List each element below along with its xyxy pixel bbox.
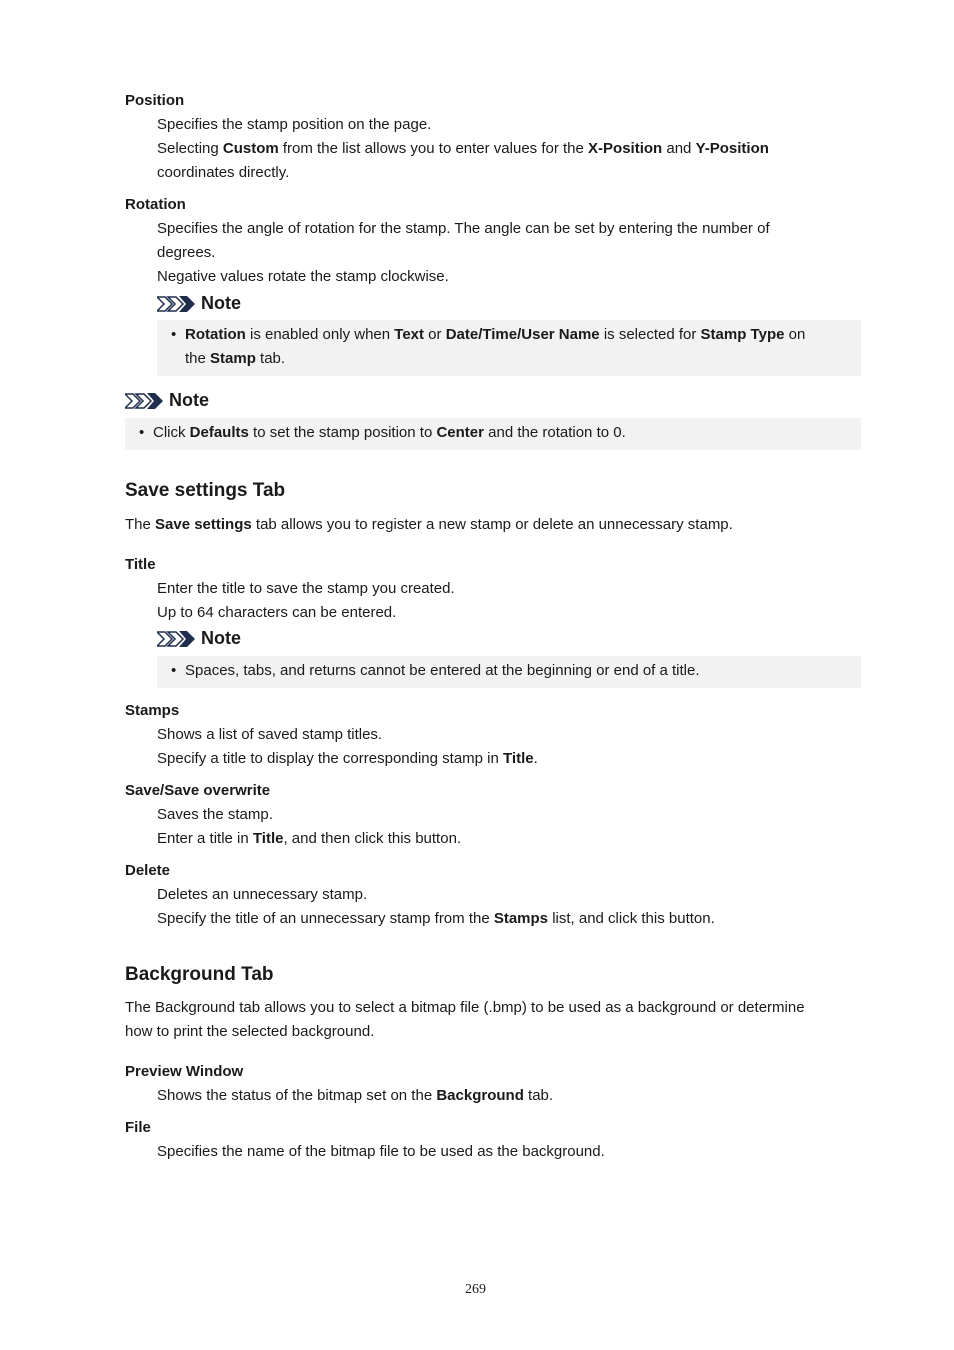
rotation-desc-2: degrees. [157,244,216,261]
note-chevrons-icon [125,392,163,410]
title-note-box [157,656,861,688]
title-desc-1: Enter the title to save the stamp you created. [157,580,455,597]
save-desc-1: Saves the stamp. [157,806,273,823]
file-term: File [125,1119,151,1136]
note-title: Note [201,293,241,313]
position-desc-3: coordinates directly. [157,164,290,181]
title-term: Title [125,556,156,573]
background-intro-2: how to print the selected background. [125,1023,375,1040]
position-term: Position [125,92,185,109]
rotation-note-line-2: the Stamp tab. [185,350,286,367]
rotation-note-box [157,320,861,376]
position-desc-2: Selecting Custom from the list allows you to enter values for the X-Position and Y-Position [157,140,769,157]
rotation-desc-1: Specifies the angle of rotation for the stamp. The angle can be set by entering the number of [157,220,770,237]
save-settings-heading: Save settings Tab [125,480,286,501]
save-overwrite-term: Save/Save overwrite [125,782,271,799]
defaults-note-box [125,418,861,450]
title-desc-2: Up to 64 characters can be entered. [157,604,397,621]
note-title: Note [169,390,209,410]
bullet: • [171,326,177,343]
background-intro-1: The Background tab allows you to select a bitmap file (.bmp) to be used as a background or determine [125,999,805,1016]
rotation-note-line-1: Rotation is enabled only when Text or Date/Time/User Name is selected for Stamp Type on [185,326,806,343]
title-note-heading [157,628,241,649]
stamps-desc-1: Shows a list of saved stamp titles. [157,726,383,743]
note-chevrons-icon [157,295,195,313]
stamps-desc-2: Specify a title to display the corresponding stamp in Title. [157,750,538,767]
rotation-note-heading [157,293,241,314]
title-note-line: Spaces, tabs, and returns cannot be entered at the beginning or end of a title. [185,662,700,679]
preview-window-term: Preview Window [125,1063,244,1080]
delete-desc-1: Deletes an unnecessary stamp. [157,886,368,903]
stamps-term: Stamps [125,702,180,719]
bullet: • [139,424,145,441]
delete-desc-2: Specify the title of an unnecessary stamp from the Stamps list, and click this button. [157,910,715,927]
note-title: Note [201,628,241,648]
rotation-desc-3: Negative values rotate the stamp clockwise. [157,268,449,285]
defaults-note-line: Click Defaults to set the stamp position to Center and the rotation to 0. [153,424,626,441]
save-settings-intro: The Save settings tab allows you to register a new stamp or delete an unnecessary stamp. [125,516,733,533]
page-number: 269 [465,1282,486,1297]
preview-window-desc: Shows the status of the bitmap set on the Background tab. [157,1087,554,1104]
background-heading: Background Tab [125,964,274,985]
save-desc-2: Enter a title in Title, and then click this button. [157,830,462,847]
defaults-note-heading [125,390,209,411]
bullet: • [171,662,177,679]
note-chevrons-icon [157,630,195,648]
position-desc-1: Specifies the stamp position on the page. [157,116,432,133]
delete-term: Delete [125,862,171,879]
rotation-term: Rotation [125,196,186,213]
file-desc: Specifies the name of the bitmap file to be used as the background. [157,1143,605,1160]
